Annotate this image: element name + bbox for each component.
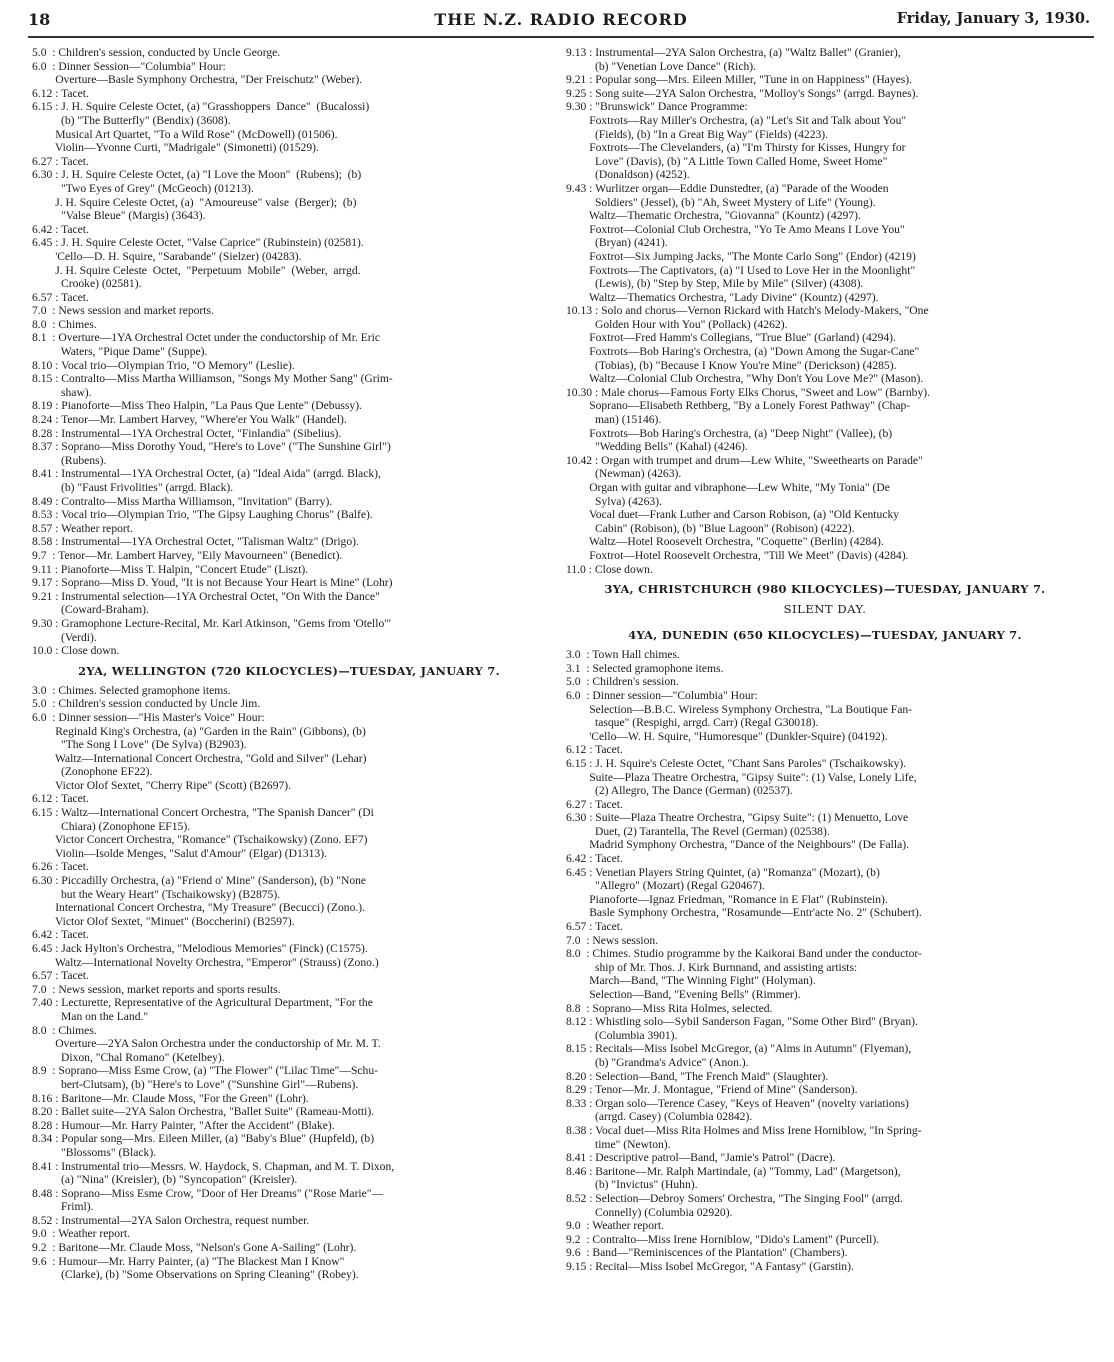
right-column: [566, 46, 1084, 1273]
programme-line: Foxtrots—The Clevelanders, (a) "I'm Thirsty for Kisses, Hungry for: [566, 141, 906, 155]
programme-line: 6.0 : Dinner session—"His Master's Voice" Hour:: [32, 710, 265, 724]
programme-line: 6.12 : Tacet.: [32, 792, 89, 806]
programme-line: 5.0 : Children's session conducted by Uncle Jim.: [32, 697, 261, 711]
programme-line: 'Cello—W. H. Squire, "Humoresque" (Dunkler-Squire) (04192).: [566, 729, 888, 743]
programme-line: 6.30 : Piccadilly Orchestra, (a) "Friend o' Mine" (Sanderson), (b) "None: [32, 874, 367, 888]
programme-line: Overture—2YA Salon Orchestra under the conductorship of Mr. M. T.: [32, 1037, 381, 1051]
programme-line: 8.0 : Chimes.: [32, 317, 97, 331]
programme-line: Foxtrot—Fred Hamm's Collegians, "True Blue" (Garland) (4294).: [566, 331, 896, 345]
programme-line: "Wedding Bells" (Kahal) (4246).: [566, 440, 748, 454]
programme-line: 9.21 : Instrumental selection—1YA Orchestral Octet, "On With the Dance": [32, 589, 380, 603]
programme-line: 6.30 : J. H. Squire Celeste Octet, (a) "I Love the Moon" (Rubens); (b): [32, 168, 362, 182]
programme-line: Victor Olof Sextet, "Minuet" (Boccherini) (B2597).: [32, 914, 295, 928]
programme-line: 6.27 : Tacet.: [566, 797, 623, 811]
programme-line: 6.26 : Tacet.: [32, 860, 89, 874]
station-heading: 4YA, DUNEDIN (650 KILOCYCLES)—TUESDAY, JANUARY 7.: [628, 628, 1022, 643]
programme-line: Foxtrot—Colonial Club Orchestra, "Yo Te Amo Means I Love You": [566, 222, 905, 236]
programme-line: Soldiers" (Jessel), (b) "Ah, Sweet Mystery of Life" (Young).: [566, 195, 876, 209]
programme-line: Soprano—Elisabeth Rethberg, "By a Lonely Forest Pathway" (Chap-: [566, 399, 911, 413]
programme-line: 5.0 : Children's session, conducted by Uncle George.: [32, 46, 281, 59]
programme-line: 5.0 : Children's session.: [566, 675, 679, 689]
programme-line: 6.0 : Dinner Session—"Columbia" Hour:: [32, 59, 226, 73]
programme-line: 6.57 : Tacet.: [32, 290, 89, 304]
programme-line: Violin—Isolde Menges, "Salut d'Amour" (Elgar) (D1313).: [32, 846, 327, 860]
programme-line: 8.37 : Soprano—Miss Dorothy Youd, "Here's to Love" ("The Sunshine Girl"): [32, 440, 391, 454]
station-heading: 3YA, CHRISTCHURCH (980 KILOCYCLES)—TUESDAY, JANUARY 7.: [604, 582, 1046, 597]
programme-line: (Columbia 3901).: [566, 1028, 678, 1042]
programme-line: (Coward-Braham).: [32, 603, 149, 617]
programme-line: bert-Clutsam), (b) "Here's to Love" ("Sunshine Girl"—Rubens).: [32, 1077, 359, 1091]
programme-line: March—Band, "The Winning Fight" (Holyman).: [566, 974, 816, 988]
left-column: [32, 46, 546, 1282]
page-header: [28, 6, 1094, 38]
programme-line: 8.24 : Tenor—Mr. Lambert Harvey, "Where'er You Walk" (Handel).: [32, 413, 347, 427]
programme-line: 10.0 : Close down.: [32, 644, 120, 658]
programme-line: Waltz—Thematics Orchestra, "Lady Divine" (Kountz) (4297).: [566, 290, 879, 304]
programme-line: 3.0 : Town Hall chimes.: [566, 648, 680, 662]
programme-line: Waltz—Thematic Orchestra, "Giovanna" (Kountz) (4297).: [566, 209, 861, 223]
programme-line: 8.20 : Ballet suite—2YA Salon Orchestra, "Ballet Suite" (Rameau-Motti).: [32, 1105, 375, 1119]
programme-line: 6.45 : Jack Hylton's Orchestra, "Melodious Memories" (Finck) (C1575).: [32, 942, 368, 955]
programme-line: Victor Olof Sextet, "Cherry Ripe" (Scott) (B2697).: [32, 778, 292, 792]
publication-title: THE N.Z. RADIO RECORD: [434, 10, 688, 29]
programme-line: Selection—Band, "Evening Bells" (Rimmer).: [566, 988, 801, 1001]
programme-line: Waltz—Colonial Club Orchestra, "Why Don't You Love Me?" (Mason).: [566, 372, 924, 386]
programme-line: 8.15 : Recitals—Miss Isobel McGregor, (a) "Alms in Autumn" (Flyeman),: [566, 1042, 912, 1056]
programme-line: 8.33 : Organ solo—Terence Casey, "Keys of Heaven" (novelty variations): [566, 1096, 909, 1110]
programme-line: 8.53 : Vocal trio—Olympian Trio, "The Gipsy Laughing Chorus" (Balfe).: [32, 508, 373, 522]
programme-line: (Verdi).: [32, 630, 97, 644]
programme-line: 6.30 : Suite—Plaza Theatre Orchestra, "Gipsy Suite": (1) Menuetto, Love: [566, 811, 909, 825]
programme-line: 8.38 : Vocal duet—Miss Rita Holmes and Miss Irene Horniblow, "In Spring-: [566, 1123, 922, 1137]
programme-line: 9.30 : Gramophone Lecture-Recital, Mr. Karl Atkinson, "Gems from 'Otello'": [32, 616, 392, 630]
programme-line: 9.11 : Pianoforte—Miss T. Halpin, "Concert Etude" (Liszt).: [32, 562, 309, 576]
programme-line: but the Weary Heart" (Tschaikowsky) (B2875).: [32, 887, 281, 901]
programme-line: 9.6 : Band—"Reminiscences of the Plantation" (Chambers).: [566, 1246, 848, 1260]
programme-line: (arrgd. Casey) (Columbia 02842).: [566, 1110, 753, 1124]
programme-line: 9.7 : Tenor—Mr. Lambert Harvey, "Eily Mavourneen" (Benedict).: [32, 548, 343, 562]
programme-line: 7.40 : Lecturette, Representative of the Agricultural Department, "For the: [32, 996, 373, 1010]
programme-line: 8.0 : Chimes.: [32, 1023, 97, 1037]
programme-line: Connelly) (Columbia 02920).: [566, 1205, 733, 1219]
programme-line: International Concert Orchestra, "My Treasure" (Becucci) (Zono.).: [32, 901, 366, 915]
programme-line: Violin—Yvonne Curti, "Madrigale" (Simonetti) (01529).: [32, 141, 319, 155]
programme-line: "Allegro" (Mozart) (Regal G20467).: [566, 879, 765, 893]
programme-line: 9.6 : Humour—Mr. Harry Painter, (a) "The Blackest Man I Know": [32, 1254, 345, 1268]
programme-line: 7.0 : News session, market reports and sports results.: [32, 982, 281, 996]
programme-line: Organ with guitar and vibraphone—Lew White, "My Tonia" (De: [566, 481, 890, 494]
programme-line: 8.28 : Humour—Mr. Harry Painter, "After the Accident" (Blake).: [32, 1118, 335, 1132]
programme-line: (Lewis), (b) "Step by Step, Mile by Mile" (Silver) (4308).: [566, 277, 864, 291]
programme-line: Vocal duet—Frank Luther and Carson Robison, (a) "Old Kentucky: [566, 508, 900, 522]
programme-line: Foxtrots—The Captivators, (a) "I Used to Love Her in the Moonlight": [566, 263, 916, 277]
programme-line: 9.2 : Contralto—Miss Irene Horniblow, "Dido's Lament" (Purcell).: [566, 1232, 880, 1246]
programme-line: Sylva) (4263).: [566, 494, 662, 508]
programme-line: (Tobias), (b) "Because I Know You're Mine" (Derickson) (4285).: [566, 358, 897, 372]
programme-line: Cabin" (Robison), (b) "Blue Lagoon" (Robison) (4222).: [566, 521, 855, 535]
programme-line: 9.2 : Baritone—Mr. Claude Moss, "Nelson's Gone A-Sailing" (Lohr).: [32, 1241, 357, 1255]
programme-line: 6.12 : Tacet.: [566, 743, 623, 757]
programme-line: (Rubens).: [32, 453, 107, 467]
programme-line: Waltz—International Novelty Orchestra, "Emperor" (Strauss) (Zono.): [32, 955, 379, 969]
programme-line: 9.21 : Popular song—Mrs. Eileen Miller, "Tune in on Happiness" (Hayes).: [566, 73, 913, 87]
programme-line: 3.0 : Chimes. Selected gramophone items.: [32, 683, 231, 697]
programme-line: 11.0 : Close down.: [566, 562, 653, 576]
programme-line: 8.58 : Instrumental—1YA Orchestral Octet, "Talisman Waltz" (Drigo).: [32, 535, 359, 549]
programme-line: (b) "The Butterfly" (Bendix) (3608).: [32, 113, 231, 127]
programme-line: 8.46 : Baritone—Mr. Ralph Martindale, (a) "Tommy, Lad" (Margetson),: [566, 1164, 901, 1178]
programme-line: (Newman) (4263).: [566, 467, 682, 481]
programme-line: 6.45 : J. H. Squire Celeste Octet, "Valse Caprice" (Rubinstein) (02581).: [32, 236, 364, 250]
programme-line: "Blossoms" (Black).: [32, 1145, 157, 1159]
programme-line: J. H. Squire Celeste Octet, (a) "Amoureuse" valse (Berger); (b): [32, 195, 357, 209]
programme-line: 8.16 : Baritone—Mr. Claude Moss, "For the Green" (Lohr).: [32, 1091, 309, 1105]
programme-line: 8.52 : Instrumental—2YA Salon Orchestra, request number.: [32, 1213, 310, 1227]
programme-line: 8.20 : Selection—Band, "The French Maid" (Slaughter).: [566, 1069, 829, 1083]
station-note: SILENT DAY.: [783, 602, 867, 617]
programme-line: Foxtrot—Hotel Roosevelt Orchestra, "Till We Meet" (Davis) (4284).: [566, 548, 909, 562]
programme-line: (b) "Faust Frivolities" (arrgd. Black).: [32, 481, 234, 494]
programme-line: (a) "Nina" (Kreisler), (b) "Syncopation" (Kreisler).: [32, 1173, 298, 1187]
programme-line: 6.15 : Waltz—International Concert Orchestra, "The Spanish Dancer" (Di: [32, 806, 374, 820]
programme-line: Selection—B.B.C. Wireless Symphony Orchestra, "La Boutique Fan-: [566, 702, 913, 716]
programme-line: 6.42 : Tacet.: [32, 222, 89, 236]
programme-line: "The Song I Love" (De Sylva) (B2903).: [32, 738, 247, 752]
programme-line: 8.8 : Soprano—Miss Rita Holmes, selected.: [566, 1001, 773, 1015]
programme-line: (b) "Invictus" (Huhn).: [566, 1178, 698, 1192]
programme-line: 6.27 : Tacet.: [32, 154, 89, 168]
programme-line: Foxtrots—Bob Haring's Orchestra, (a) "Down Among the Sugar-Cane": [566, 345, 920, 359]
programme-line: tasque" (Respighi, arrgd. Carr) (Regal G30018).: [566, 716, 819, 730]
programme-line: 10.30 : Male chorus—Famous Forty Elks Chorus, "Sweet and Low" (Barnby).: [566, 385, 931, 399]
programme-line: Pianoforte—Ignaz Friedman, "Romance in E Flat" (Rubinstein).: [566, 892, 888, 906]
programme-line: 9.0 : Weather report.: [566, 1219, 665, 1233]
programme-line: (Clarke), (b) "Some Observations on Spring Cleaning" (Robey).: [32, 1268, 359, 1282]
programme-line: Madrid Symphony Orchestra, "Dance of the Neighbours" (De Falla).: [566, 838, 910, 852]
programme-line: 8.49 : Contralto—Miss Martha Williamson, "Invitation" (Barry).: [32, 494, 333, 508]
programme-line: 9.30 : "Brunswick" Dance Programme:: [566, 100, 748, 114]
programme-line: 9.43 : Wurlitzer organ—Eddie Dunstedter, (a) "Parade of the Wooden: [566, 181, 889, 195]
programme-line: (b) "Grandma's Advice" (Anon.).: [566, 1055, 749, 1069]
programme-line: 8.19 : Pianoforte—Miss Theo Halpin, "La Paus Que Lente" (Debussy).: [32, 399, 362, 413]
programme-line: 6.15 : J. H. Squire's Celeste Octet, "Chant Sans Paroles" (Tschaikowsky).: [566, 756, 907, 770]
programme-line: 6.0 : Dinner session—"Columbia" Hour:: [566, 688, 758, 702]
programme-line: 8.57 : Weather report.: [32, 521, 133, 535]
programme-line: 9.0 : Weather report.: [32, 1227, 131, 1241]
programme-line: Golden Hour with You" (Pollack) (4262).: [566, 317, 788, 331]
programme-line: "Two Eyes of Grey" (McGeoch) (01213).: [32, 181, 254, 195]
programme-line: Waltz—Hotel Roosevelt Orchestra, "Coquette" (Berlin) (4284).: [566, 535, 884, 549]
programme-line: (Donaldson) (4252).: [566, 168, 690, 182]
programme-line: 3.1 : Selected gramophone items.: [566, 661, 724, 675]
programme-line: 8.0 : Chimes. Studio programme by the Kaikorai Band under the conductor-: [566, 947, 922, 961]
programme-line: 6.45 : Venetian Players String Quintet, (a) "Romanza" (Mozart), (b): [566, 865, 880, 879]
programme-line: Basle Symphony Orchestra, "Rosamunde—Entr'acte No. 2" (Schubert).: [566, 906, 922, 920]
programme-line: 8.34 : Popular song—Mrs. Eileen Miller, (a) "Baby's Blue" (Hupfeld), (b): [32, 1132, 375, 1146]
programme-line: 8.29 : Tenor—Mr. J. Montague, "Friend of Mine" (Sanderson).: [566, 1083, 858, 1097]
programme-line: 'Cello—D. H. Squire, "Sarabande" (Sielzer) (04283).: [32, 249, 302, 263]
programme-line: Duet, (2) Tarantella, The Revel (German) (02538).: [566, 824, 830, 838]
programme-line: 6.42 : Tacet.: [32, 928, 89, 942]
programme-line: Foxtrots—Ray Miller's Orchestra, (a) "Let's Sit and Talk about You": [566, 113, 907, 127]
programme-line: 7.0 : News session.: [566, 933, 659, 947]
programme-line: time" (Newton).: [566, 1137, 671, 1151]
programme-line: 8.48 : Soprano—Miss Esme Crow, "Door of Her Dreams" ("Rose Marie"—: [32, 1186, 384, 1200]
programme-line: Man on the Land.": [32, 1009, 149, 1023]
programme-line: (Zonophone EF22).: [32, 765, 153, 779]
programme-line: 9.15 : Recital—Miss Isobel McGregor, "A Fantasy" (Garstin).: [566, 1259, 854, 1273]
programme-line: man) (15146).: [566, 413, 662, 427]
programme-line: 8.41 : Instrumental trio—Messrs. W. Haydock, S. Chapman, and M. T. Dixon,: [32, 1159, 395, 1173]
programme-line: 8.9 : Soprano—Miss Esme Crow, (a) "The Flower" ("Lilac Time"—Schu-: [32, 1064, 378, 1078]
programme-line: shaw).: [32, 385, 92, 399]
issue-date: Friday, January 3, 1930.: [896, 10, 1090, 27]
programme-line: J. H. Squire Celeste Octet, "Perpetuum Mobile" (Weber, arrgd.: [32, 263, 361, 277]
programme-line: 6.57 : Tacet.: [566, 920, 623, 934]
programme-line: "Valse Bleue" (Margis) (3643).: [32, 209, 206, 223]
programme-line: 9.13 : Instrumental—2YA Salon Orchestra, (a) "Waltz Ballet" (Granier),: [566, 46, 901, 59]
programme-line: Victor Concert Orchestra, "Romance" (Tschaikowsky) (Zono. EF7): [32, 833, 368, 847]
programme-line: Foxtrots—Bob Haring's Orchestra, (a) "Deep Night" (Vallee), (b): [566, 426, 893, 440]
programme-line: Foxtrot—Six Jumping Jacks, "The Monte Carlo Song" (Endor) (4219): [566, 249, 916, 263]
programme-line: 8.12 : Whistling solo—Sybil Sanderson Fagan, "Some Other Bird" (Bryan).: [566, 1015, 918, 1029]
programme-line: (Fields), (b) "In a Great Big Way" (Fields) (4223).: [566, 127, 829, 141]
programme-line: 9.25 : Song suite—2YA Salon Orchestra, "Molloy's Songs" (arrgd. Baynes).: [566, 86, 919, 100]
programme-line: Suite—Plaza Theatre Orchestra, "Gipsy Suite": (1) Valse, Lonely Life,: [566, 770, 917, 784]
programme-line: Musical Art Quartet, "To a Wild Rose" (McDowell) (01506).: [32, 127, 338, 141]
programme-line: 10.42 : Organ with trumpet and drum—Lew White, "Sweethearts on Parade": [566, 453, 923, 467]
programme-line: 6.42 : Tacet.: [566, 852, 623, 866]
page-number: 18: [28, 10, 51, 29]
programme-line: Love" (Davis), (b) "A Little Town Called Home, Sweet Home": [566, 154, 888, 168]
programme-line: Crooke) (02581).: [32, 277, 142, 291]
programme-line: 8.52 : Selection—Debroy Somers' Orchestra, "The Singing Fool" (arrgd.: [566, 1191, 903, 1205]
programme-line: 8.28 : Instrumental—1YA Orchestral Octet, "Finlandia" (Sibelius).: [32, 426, 342, 440]
programme-line: (2) Allegro, The Dance (German) (02537).: [566, 784, 793, 798]
programme-line: 8.1 : Overture—1YA Orchestral Octet under the conductorship of Mr. Eric: [32, 331, 381, 345]
programme-line: 8.15 : Contralto—Miss Martha Williamson, "Songs My Mother Sang" (Grim-: [32, 372, 393, 386]
programme-line: 7.0 : News session and market reports.: [32, 304, 214, 318]
programme-line: Waltz—International Concert Orchestra, "Gold and Silver" (Lehar): [32, 751, 367, 765]
station-heading: 2YA, WELLINGTON (720 KILOCYCLES)—TUESDAY, JANUARY 7.: [78, 663, 500, 678]
programme-line: 8.10 : Vocal trio—Olympian Trio, "O Memory" (Leslie).: [32, 358, 295, 372]
programme-line: Chiara) (Zonophone EF15).: [32, 819, 191, 833]
programme-line: Dixon, "Chal Romano" (Ketelbey).: [32, 1050, 225, 1064]
programme-line: Friml).: [32, 1200, 94, 1214]
programme-line: 10.13 : Solo and chorus—Vernon Rickard with Hatch's Melody-Makers, "One: [566, 304, 929, 318]
programme-line: 6.15 : J. H. Squire Celeste Octet, (a) "Grasshoppers Dance" (Bucalossi): [32, 100, 370, 114]
programme-line: Waters, "Pique Dame" (Suppe).: [32, 345, 208, 359]
programme-line: 6.57 : Tacet.: [32, 969, 89, 983]
programme-line: Reginald King's Orchestra, (a) "Garden in the Rain" (Gibbons), (b): [32, 724, 366, 738]
programme-line: Overture—Basle Symphony Orchestra, "Der Freischutz" (Weber).: [32, 73, 363, 87]
programme-line: (b) "Venetian Love Dance" (Rich).: [566, 59, 757, 73]
programme-line: (Bryan) (4241).: [566, 236, 668, 250]
programme-line: 9.17 : Soprano—Miss D. Youd, "It is not Because Your Heart is Mine" (Lohr): [32, 576, 393, 590]
programme-line: 6.12 : Tacet.: [32, 86, 89, 100]
programme-line: 8.41 : Instrumental—1YA Orchestral Octet, (a) "Ideal Aida" (arrgd. Black),: [32, 467, 381, 481]
programme-line: 8.41 : Descriptive patrol—Band, "Jamie's Patrol" (Dacre).: [566, 1151, 836, 1165]
programme-line: ship of Mr. Thos. J. Kirk Burnnand, and assisting artists:: [566, 960, 858, 974]
